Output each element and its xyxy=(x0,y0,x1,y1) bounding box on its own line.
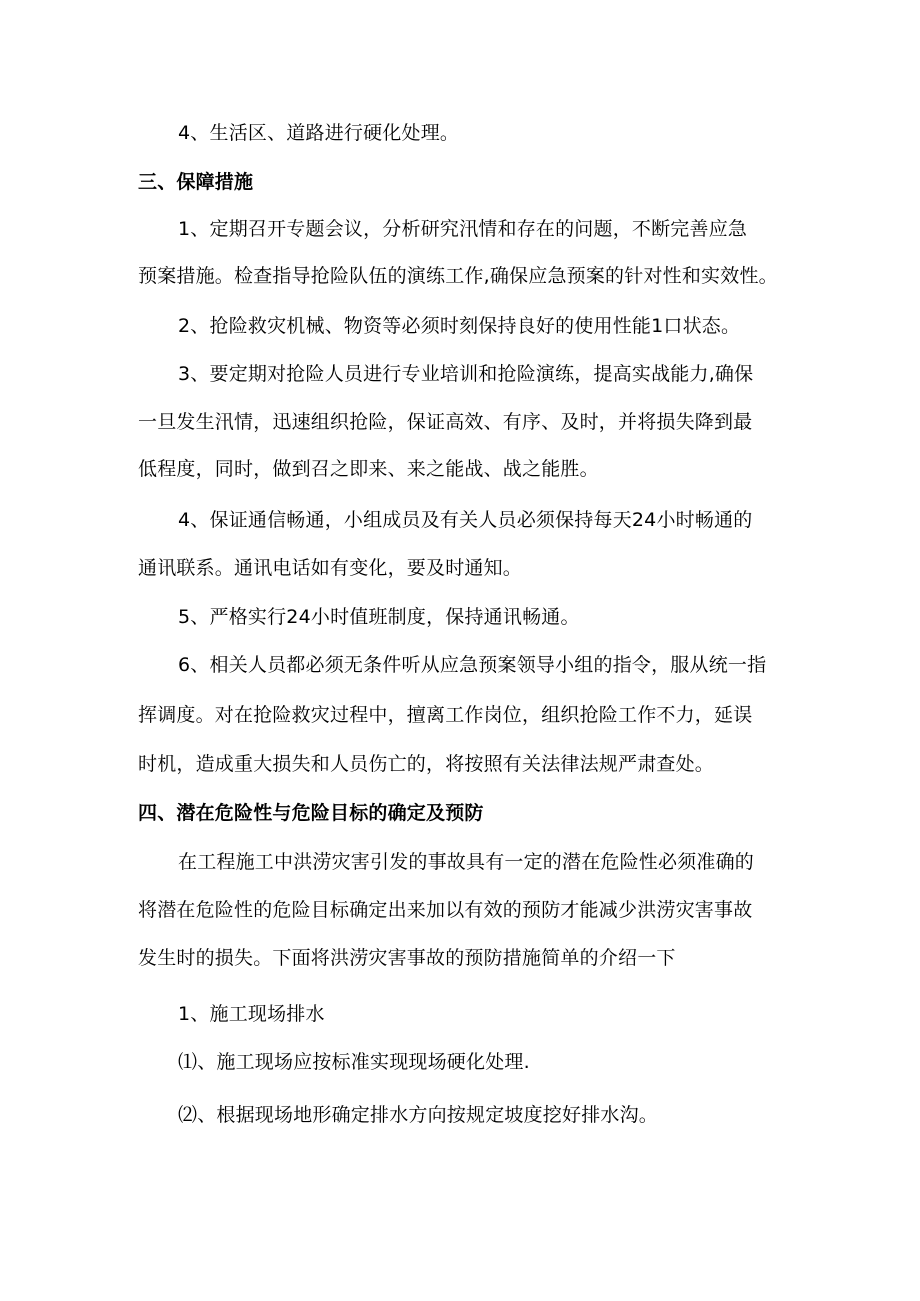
item-3-line-3: 低程度，同时，做到召之即来、来之能战、战之能胜。 xyxy=(138,458,599,480)
item-2: 2、抢险救灾机械、物资等必须时刻保持良好的使用性能1口状态。 xyxy=(178,315,741,337)
intro-line-2: 将潜在危险性的危险目标确定出来加以有效的预防才能减少洪涝灾害事故 xyxy=(138,899,753,921)
item-4-line-2: 通讯联系。通讯电话如有变化，要及时通知。 xyxy=(138,557,523,579)
drainage-item-2: ⑵、根据现场地形确定排水方向按规定坡度挖好排水沟。 xyxy=(178,1104,659,1126)
intro-line-3: 发生时的损失。下面将洪涝灾害事故的预防措施简单的介绍一下 xyxy=(138,947,676,969)
section-heading-3: 三、保障措施 xyxy=(138,171,254,193)
item-4-line-1: 4、保证通信畅通，小组成员及有关人员必须保持每天24小时畅通的 xyxy=(178,509,753,531)
item-4-roads: 4、生活区、道路进行硬化处理。 xyxy=(178,122,460,144)
drainage-item-1: ⑴、施工现场应按标准实现现场硬化处理. xyxy=(178,1051,530,1073)
item-6-line-2: 挥调度。对在抢险救灾过程中，擅离工作岗位，组织抢险工作不力，延误 xyxy=(138,704,753,726)
item-5: 5、严格实行24小时值班制度，保持通讯畅通。 xyxy=(178,606,580,628)
item-3-line-2: 一旦发生汛情，迅速组织抢险，保证高效、有序、及时，并将损失降到最 xyxy=(138,411,753,433)
item-3-line-1: 3、要定期对抢险人员进行专业培训和抢险演练，提高实战能力,确保 xyxy=(178,363,754,385)
subsection-drainage: 1、施工现场排水 xyxy=(178,1003,325,1025)
section-heading-4: 四、潜在危险性与危险目标的确定及预防 xyxy=(138,802,484,824)
intro-line-1: 在工程施工中洪涝灾害引发的事故具有一定的潜在危险性必须准确的 xyxy=(178,851,755,873)
item-1-line-2: 预案措施。检查指导抢险队伍的演练工作,确保应急预案的针对性和实效性。 xyxy=(138,265,778,287)
item-6-line-1: 6、相关人员都必须无条件听从应急预案领导小组的指令，服从统一指 xyxy=(178,654,767,676)
item-1-line-1: 1、定期召开专题会议，分析研究汛情和存在的问题，不断完善应急 xyxy=(178,218,748,240)
item-6-line-3: 时机，造成重大损失和人员伤亡的，将按照有关法律法规严肃查处。 xyxy=(138,753,715,775)
